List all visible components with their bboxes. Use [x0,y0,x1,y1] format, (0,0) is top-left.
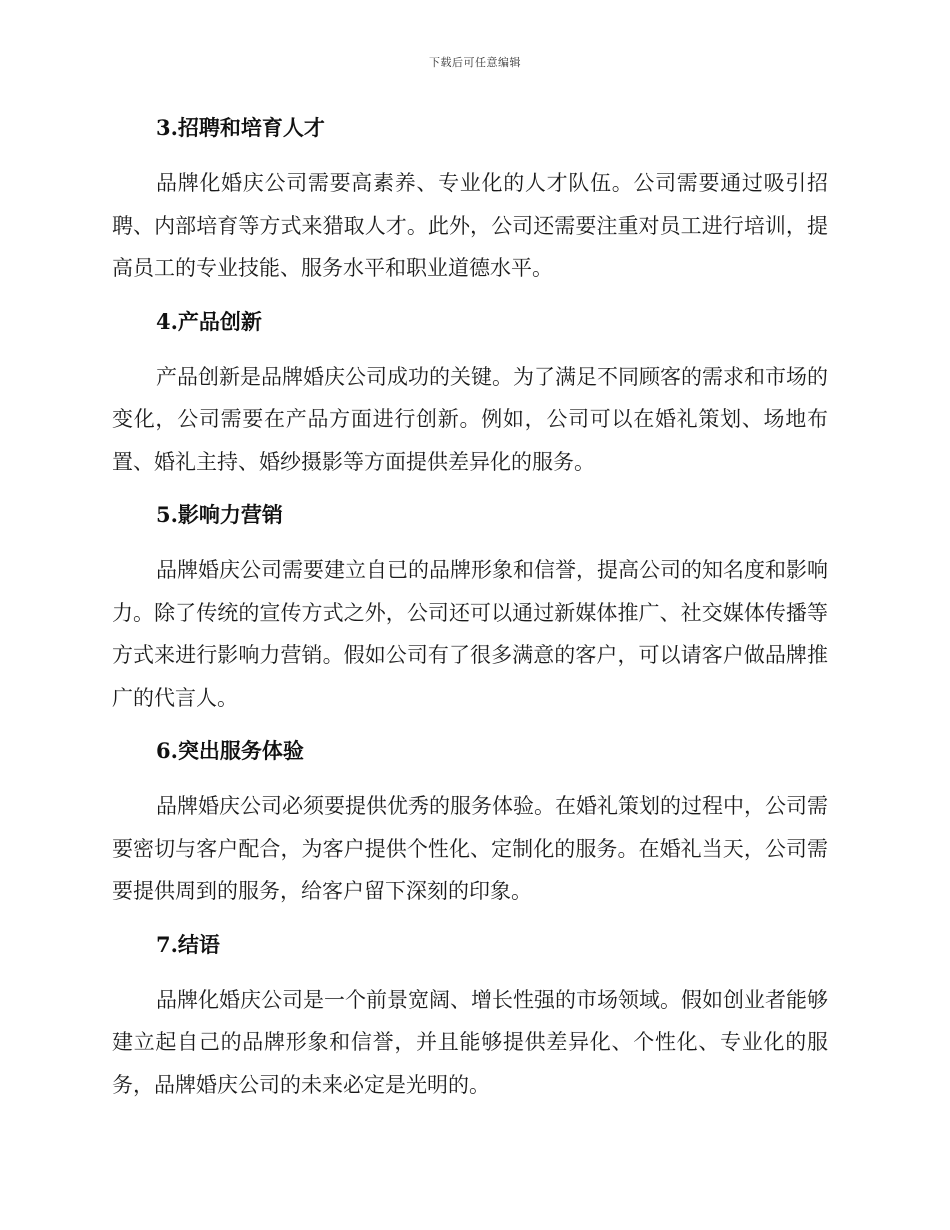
document-body [112,108,828,1106]
section-conclusion [112,925,828,1107]
section-paragraph: 品牌婚庆公司需要建立自已的品牌形象和信誉，提高公司的知名度和影响力。除了传统的宣传方式之外，公司还可以通过新媒体推广、社交媒体传播等方式来进行影响力营销。假如公司有了很多满意的客户，可以请客户做品牌推广的代言人。 [112,558,828,710]
section-paragraph: 产品创新是品牌婚庆公司成功的关键。为了满足不同顾客的需求和市场的变化，公司需要在产品方面进行创新。例如，公司可以在婚礼策划、场地布置、婚礼主持、婚纱摄影等方面提供差异化的服务。 [112,364,828,474]
section-service-experience [112,731,828,925]
section-paragraph: 品牌化婚庆公司是一个前景宽阔、增长性强的市场领域。假如创业者能够建立起自己的品牌形象和信誉，并且能够提供差异化、个性化、专业化的服务，品牌婚庆公司的未来必定是光明的。 [112,987,828,1097]
section-heading: 6.突出服务体验 [156,738,304,763]
page-header: 下载后可任意编辑 [429,56,521,69]
section-paragraph: 品牌化婚庆公司需要高素养、专业化的人才队伍。公司需要通过吸引招聘、内部培育等方式来猎取人才。此外，公司还需要注重对员工进行培训，提高员工的专业技能、服务水平和职业道德水平。 [112,171,828,280]
section-heading: 3.招聘和培育人才 [156,115,325,140]
section-paragraph: 品牌婚庆公司必须要提供优秀的服务体验。在婚礼策划的过程中，公司需要密切与客户配合，为客户提供个性化、定制化的服务。在婚礼当天，公司需要提供周到的服务，给客户留下深刻的印象。 [112,794,828,903]
section-heading: 7.结语 [156,931,220,957]
section-influence-marketing [112,495,828,731]
section-product-innovation [112,302,828,496]
section-recruit-train [112,108,828,302]
section-heading: 5.影响力营销 [156,502,283,527]
section-heading: 4.产品创新 [156,308,262,334]
